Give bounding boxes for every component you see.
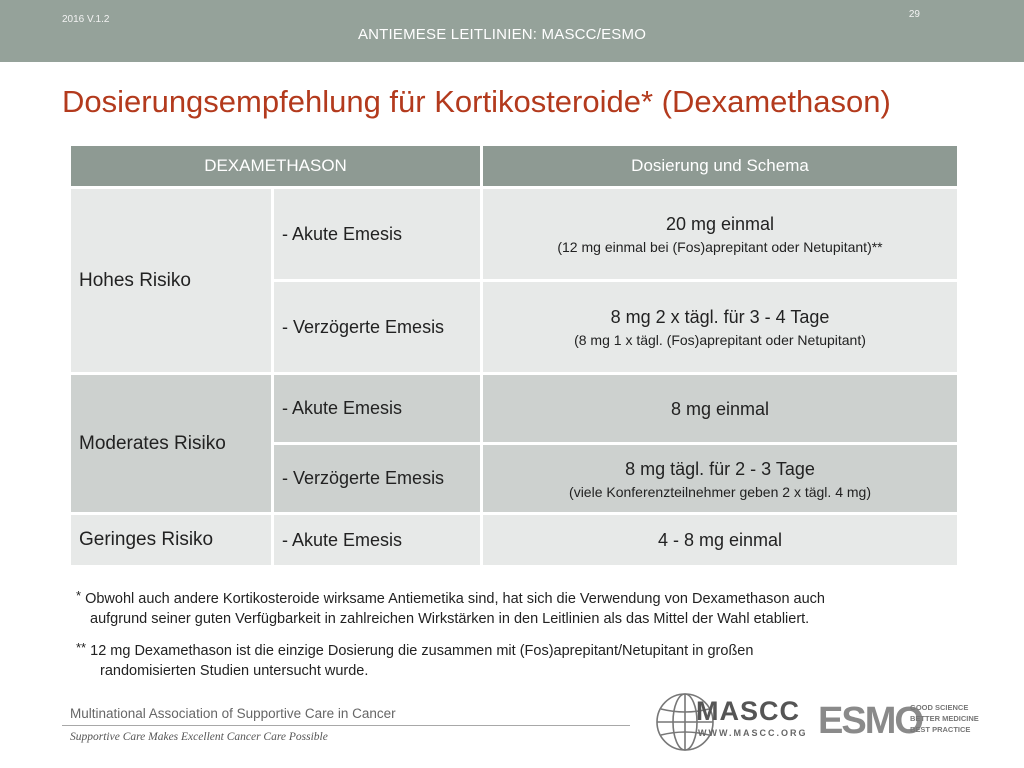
dose-main: 8 mg tägl. für 2 - 3 Tage: [625, 458, 815, 479]
dose-cell: [483, 375, 957, 442]
header-dosage-schema: Dosierung und Schema: [483, 146, 957, 186]
phase-cell: - Verzögerte Emesis: [274, 445, 480, 512]
esmo-logo: ESMO: [818, 700, 922, 742]
phase-cell: - Akute Emesis: [274, 189, 480, 279]
dose-note: (viele Konferenzteilnehmer geben 2 x tägl. 4 mg): [569, 483, 871, 500]
header-dexamethason: DEXAMETHASON: [71, 146, 480, 186]
dose-cell: [483, 515, 957, 565]
dose-cell: [483, 282, 957, 372]
table-row: [71, 375, 957, 442]
dosage-table: [68, 143, 960, 568]
table-row: [71, 515, 957, 565]
footnote-text: randomisierten Studien untersucht wurde.: [100, 663, 369, 679]
version-label: 2016 V.1.2: [62, 14, 110, 25]
footer-tagline: Supportive Care Makes Excellent Cancer Care Possible: [70, 731, 328, 743]
slide-title: Dosierungsempfehlung für Kortikosteroide* (Dexamethason): [62, 84, 891, 119]
footnote-marker: **: [76, 640, 87, 655]
risk-low: Geringes Risiko: [71, 515, 271, 565]
phase-cell: - Akute Emesis: [274, 375, 480, 442]
footer-divider: [62, 725, 630, 726]
dose-main: 8 mg einmal: [670, 398, 770, 419]
top-banner: [0, 0, 1024, 62]
dose-main: 20 mg einmal: [665, 214, 775, 234]
esmo-tagline: BEST PRACTICE: [910, 725, 971, 734]
risk-high: Hohes Risiko: [71, 189, 271, 372]
footnote-text: 12 mg Dexamethason ist die einzige Dosierung die zusammen mit (Fos)aprepitant/Netupitant in großen: [90, 643, 754, 659]
esmo-tagline: BETTER MEDICINE: [910, 714, 979, 723]
esmo-tagline: GOOD SCIENCE: [910, 703, 969, 712]
footnote-text: Obwohl auch andere Kortikosteroide wirksame Antiemetika sind, hat sich die Verwendung von Dexamethason auch: [85, 591, 825, 607]
footnote-2: [76, 638, 906, 681]
dose-note: (12 mg einmal bei (Fos)aprepitant oder Netupitant)**: [557, 239, 883, 255]
banner-title: ANTIEMESE LEITLINIEN: MASCC/ESMO: [357, 26, 647, 43]
phase-cell: - Akute Emesis: [274, 515, 480, 565]
dose-cell: [483, 445, 957, 512]
mascc-logo: MASCC: [696, 696, 800, 726]
risk-moderate: Moderates Risiko: [71, 375, 271, 512]
dose-note: (8 mg 1 x tägl. (Fos)aprepitant oder Netupitant): [574, 332, 866, 348]
dose-main: 8 mg 2 x tägl. für 3 - 4 Tage: [610, 307, 830, 327]
footnote-1: [76, 586, 966, 629]
table-header-row: [71, 146, 957, 186]
mascc-url: WWW.MASCC.ORG: [698, 728, 808, 738]
dose-main: 4 - 8 mg einmal: [657, 530, 783, 550]
dose-cell: [483, 189, 957, 279]
footnote-marker: *: [76, 588, 82, 603]
page-number: 29: [908, 9, 920, 20]
organization-name: Multinational Association of Supportive Care in Cancer: [70, 706, 396, 721]
esmo-taglines: [910, 702, 979, 735]
footnote-text: aufgrund seiner guten Verfügbarkeit in zahlreichen Wirkstärken in den Leitlinien als das Mittel der Wahl etabliert.: [90, 611, 810, 627]
table-row: [71, 189, 957, 279]
phase-cell: - Verzögerte Emesis: [274, 282, 480, 372]
